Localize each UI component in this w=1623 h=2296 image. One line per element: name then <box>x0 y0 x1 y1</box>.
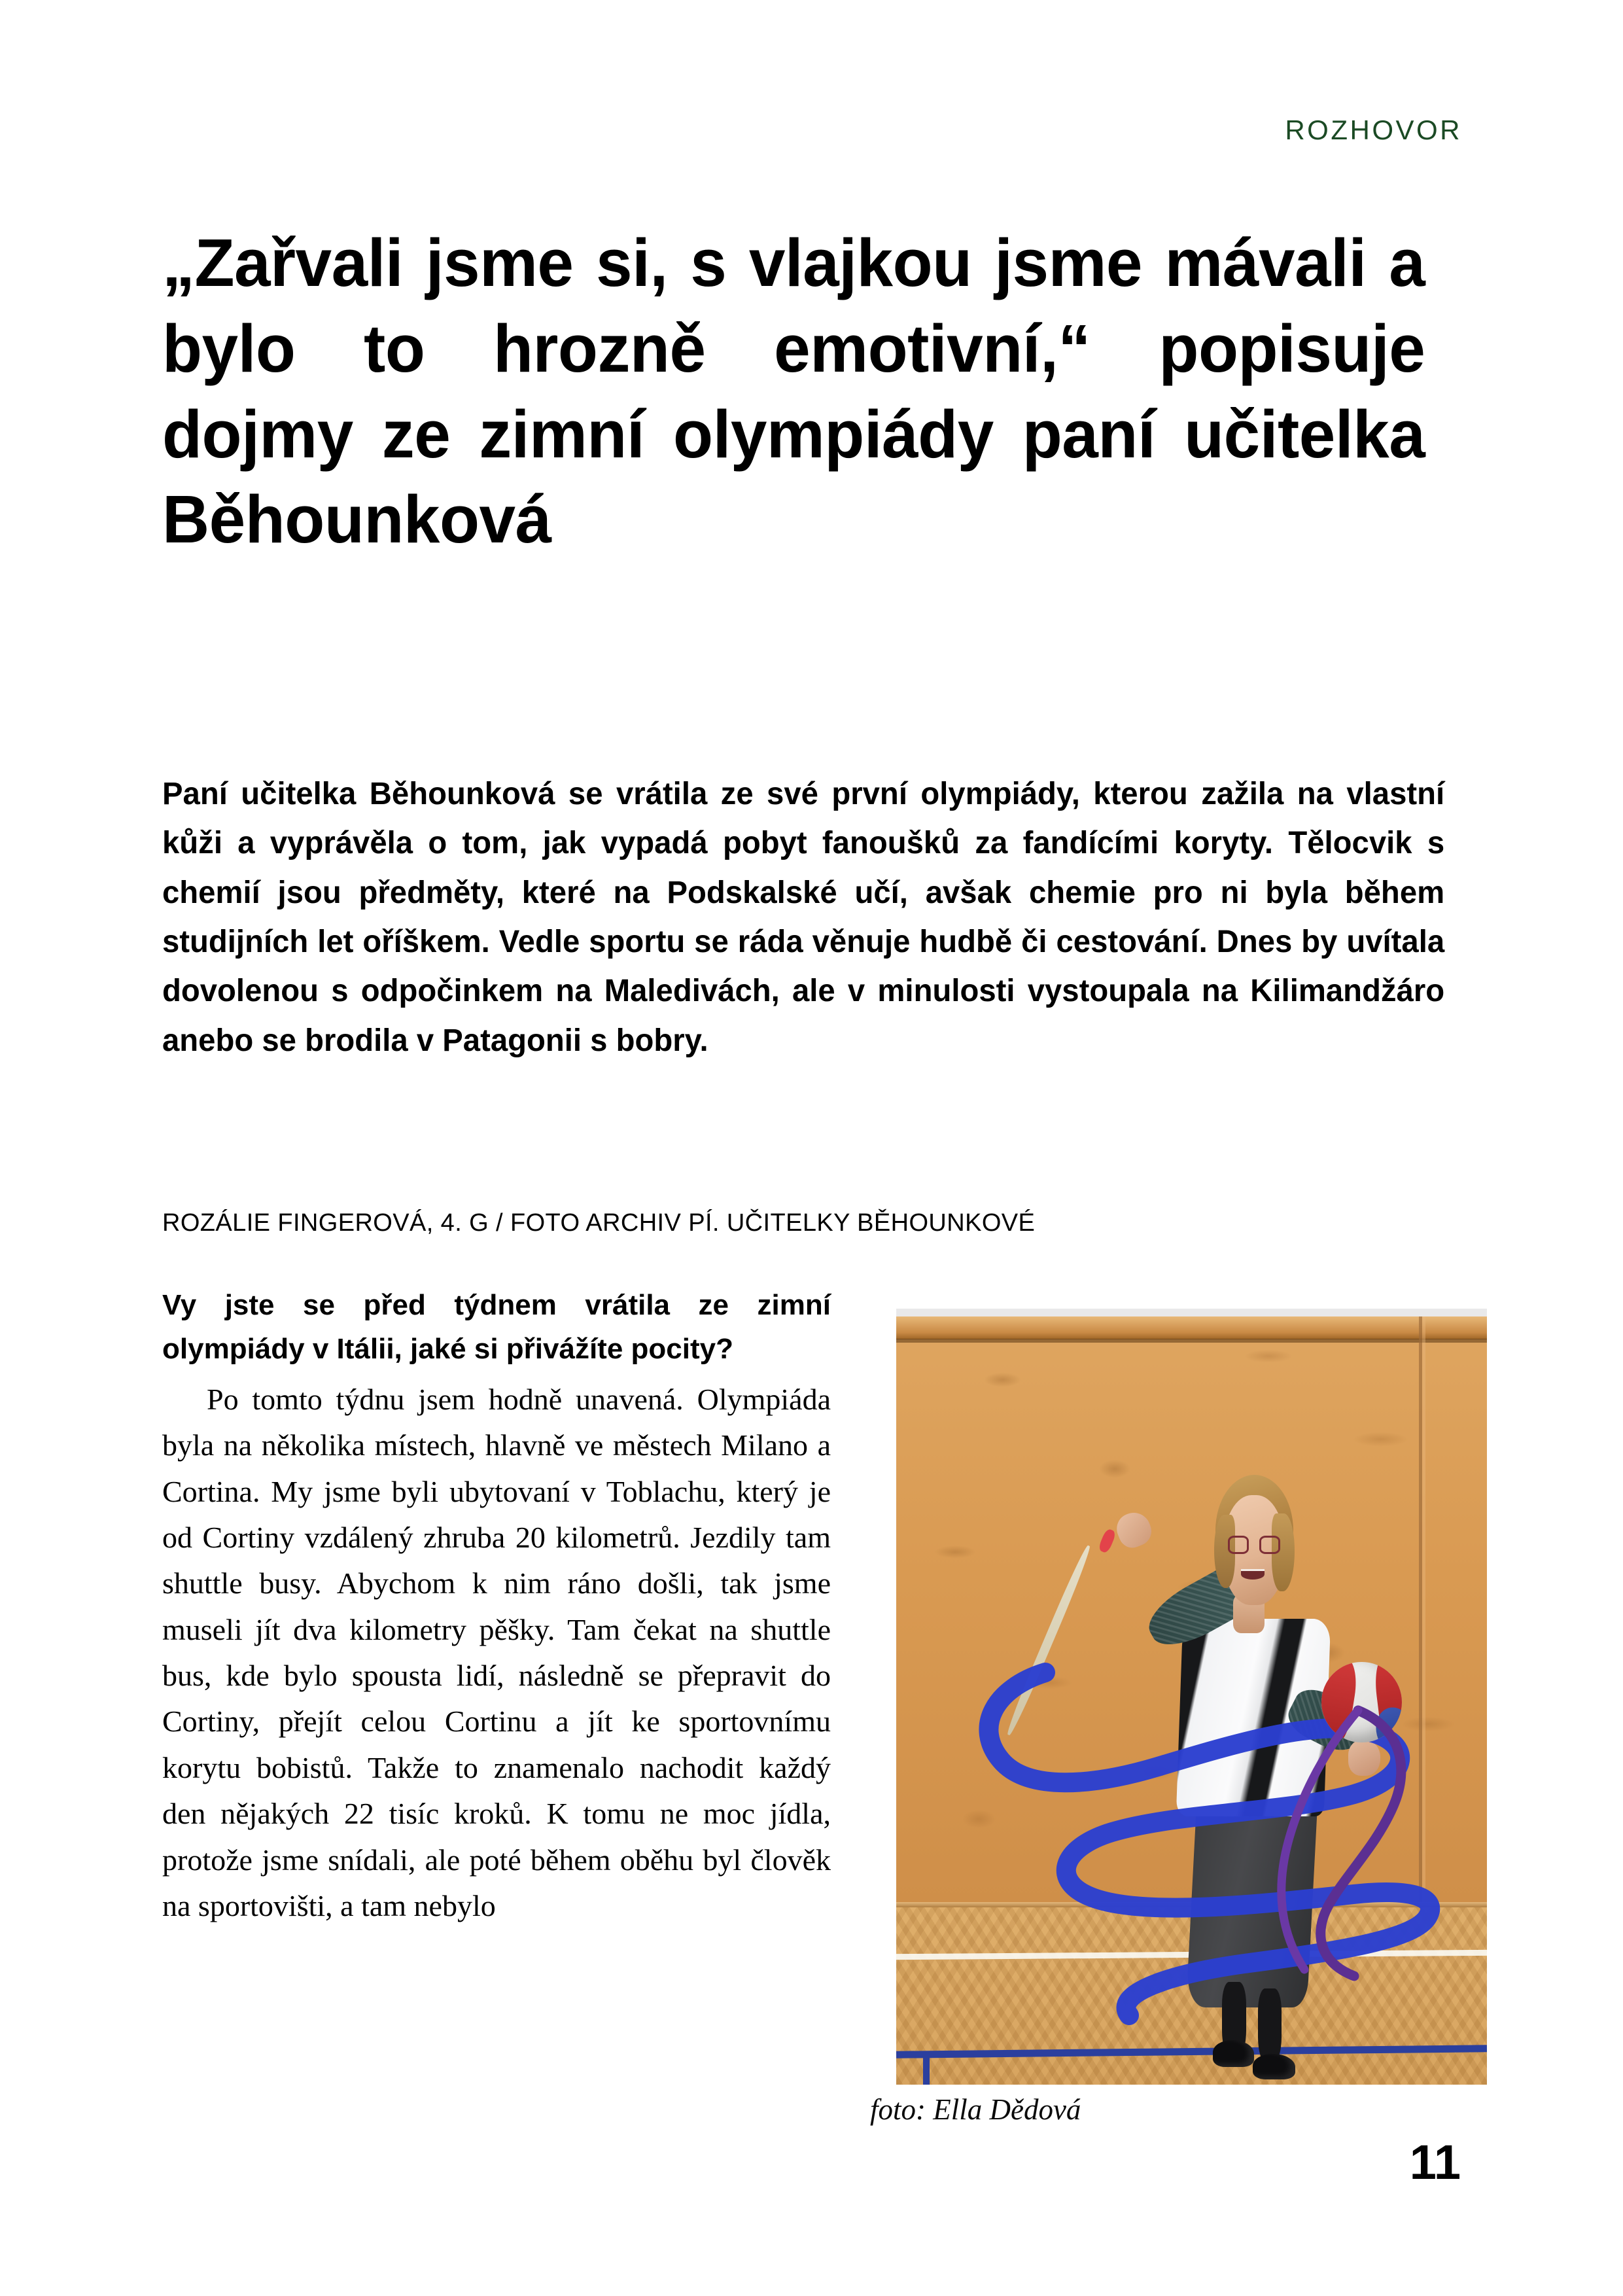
body-text-column <box>162 1284 831 1929</box>
section-kicker: ROZHOVOR <box>1285 115 1462 145</box>
article-photo <box>896 1309 1487 2085</box>
interview-answer: Po tomto týdnu jsem hodně unavená. Olympiáda byla na několika místech, hlavně ve městech Milano a Cortina. My jsme byli ubytovaní v Toblachu, který je od Cortiny vzdálený zhruba 20 kilometrů. Jezdily tam shuttle busy. Abychom k nim ráno došli, tak jsme museli jít dva kilometry pěšky. Tam čekat na shuttle bus, kde bylo spousta lidí, následně se přepravit do Cortiny, přejít celou Cortinu a jít ke sportovnímu korytu bobistů. Takže to znamenalo nachodit každý den nějakých 22 tisíc kroků. K tomu ne moc jídla, protože jsme snídali, ale poté během oběhu byl člověk na sportovišti, a tam nebylo <box>162 1382 831 1922</box>
photo-caption: foto: Ella Dědová <box>870 2093 1081 2126</box>
jump-rope <box>896 1309 1487 2085</box>
interview-question: Vy jste se před týdnem vrátila ze zimní olympiády v Itálii, jaké si přivážíte pocity? <box>162 1289 831 1365</box>
article-byline: ROZÁLIE FINGEROVÁ, 4. G / FOTO ARCHIV PÍ. UČITELKY BĚHOUNKOVÉ <box>162 1209 1036 1237</box>
article-lead: Paní učitelka Běhounková se vrátila ze své první olympiády, kterou zažila na vlastní kůži a vyprávěla o tom, jak vypadá pobyt fanoušků za fandícími koryty. Tělocvik s chemií jsou předměty, které na Podskalské učí, avšak chemie pro ni byla během studijních let oříškem. Vedle sportu se ráda věnuje hudbě či cestování. Dnes by uvítala dovolenou s odpočinkem na Maledivách, ale v minulosti vystoupala na Kilimandžáro anebo se brodila v Patagonii s bobry. <box>162 777 1445 1058</box>
article-headline: „Zařvali jsme si, s vlajkou jsme mávali a bylo to hrozně emotivní,“ popisuje dojmy ze zimní olympiády paní učitelka Běhounková <box>162 225 1425 557</box>
photo-image <box>896 1309 1487 2085</box>
page-number: 11 <box>1409 2135 1461 2189</box>
